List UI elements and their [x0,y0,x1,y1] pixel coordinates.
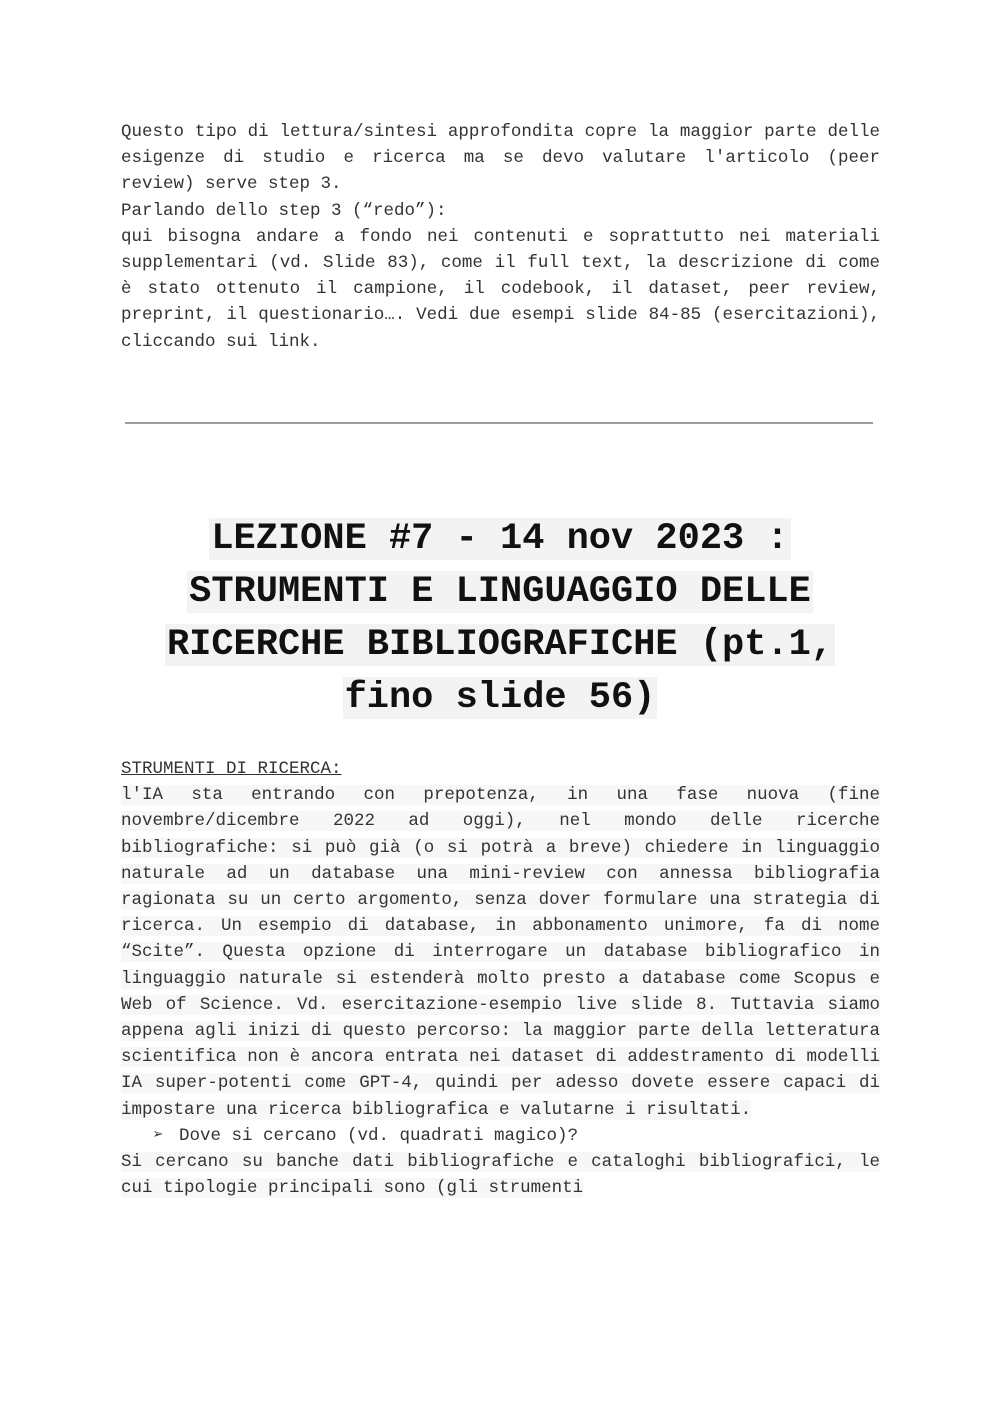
lesson-title-line-2 [100,566,900,619]
intro-paragraph-1: Questo tipo di lettura/sintesi approfondita copre la maggior parte delle esigenze di studio e ricerca ma se devo valutare l'articolo (peer review) serve step 3. [121,122,880,195]
lesson-title-text-2: STRUMENTI E LINGUAGGIO DELLE [189,571,811,613]
intro-paragraph-3: qui bisogna andare a fondo nei contenuti e soprattutto nei materiali supplementari (vd. Slide 83), come il full text, la descrizione di come è stato ottenuto il campione, il codebook, il dataset, peer review, preprint, il questionario…. Vedi due esempi slide 84-85 (esercitazioni), cliccando sui link. [121,226,880,352]
after-bullet-text: Si cercano su banche dati bibliografiche e cataloghi bibliografici, le cui tipologie principali sono (gli strumenti [121,1152,880,1199]
strumenti-section [121,756,880,1201]
lesson-title-text-1: LEZIONE #7 - 14 nov 2023 : [211,518,789,560]
section-heading: STRUMENTI DI RICERCA: [121,759,342,779]
after-bullet-paragraph [121,1149,880,1201]
intro-paragraph-2: Parlando dello step 3 (“redo”): [121,200,447,221]
lesson-title-line-1 [100,513,900,566]
lesson-title-line-4 [100,672,900,725]
bullet-item [121,1123,880,1149]
intro-section [121,119,880,355]
body-text: l'IA sta entrando con prepotenza, in una fase nuova (fine novembre/dicembre 2022 ad oggi), nel mondo delle ricerche bibliografiche: si può già (o si potrà a breve) chiedere in linguaggio naturale ad un database una mini-review con annessa bibliografia ragionata su un certo argomento, senza dover formulare una strategia di ricerca. Un esempio di database, in abbonamento unimore, fa di nome “Scite”. Questa opzione di interrogare un database bibliografico in linguaggio naturale si estenderà molto presto a database come Scopus e Web of Science. Vd. esercitazione-esempio live slide 8. Tuttavia siamo appena agli inizi di questo percorso: la maggior parte della letteratura scientifica non è ancora entrata nei dataset di addestramento di modelli IA super-potenti come GPT-4, quindi per adesso dovete essere capaci di impostare una ricerca bibliografica e valutarne i risultati. [121,785,880,1120]
lesson-title-text-4: fino slide 56) [344,677,656,719]
body-paragraph [121,782,880,1123]
lesson-title-line-3 [100,619,900,672]
lesson-title [100,513,900,725]
horizontal-rule [125,422,873,424]
lesson-title-text-3: RICERCHE BIBLIOGRAFICHE (pt.1, [166,624,834,666]
bullet-text: Dove si cercano (vd. quadrati magico)? [179,1125,579,1146]
arrow-bullet-icon: ➢ [153,1125,164,1146]
